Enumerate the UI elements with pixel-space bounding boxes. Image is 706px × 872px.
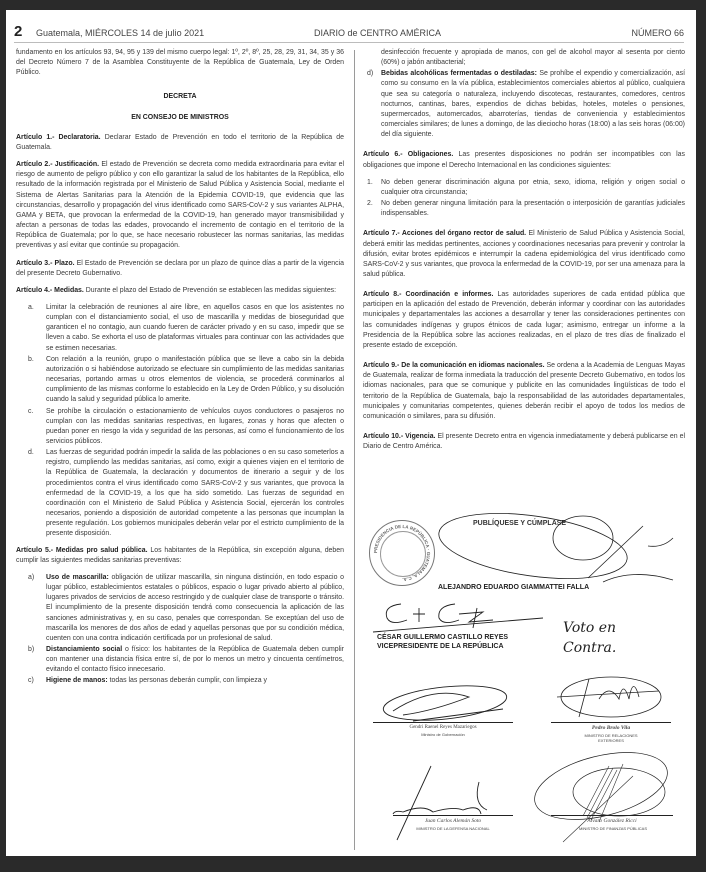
vp-name: CÉSAR GUILLERMO CASTILLO REYES [377,634,509,641]
list-item [367,199,685,219]
article-6-list [363,178,685,220]
minister-2-name: Pedro Brolo Vila [591,725,631,731]
article-2 [16,160,344,251]
list-marker: c) [28,677,34,685]
list-item-text: Se prohíbe el expendio y comercialización, así como su consumo en la vía pública, establecimientos comerciales abiertos al público, cualquiera que sea su categoría o naturaleza, incluyendo discotecas, restaurantes, comedores, centros nocturnos, cantinas, bares, expendios de dichas bebidas, hoteles, moteles o pensiones, supermercados, automercados, abarroterías, tiendas de conveniencia y establecimientos comerciales similares; de lunes a domingo, de las dieciocho horas (18:00) a las seis horas (06:00) del día siguiente. [381,70,685,139]
list-marker: a. [28,303,34,311]
signature-area [363,506,685,856]
article-5-body: Los habitantes de la República, sin excepción alguna, deben cumplir las siguientes medidas sanitarias preventivas: [16,546,344,564]
list-item-text: Con relación a la reunión, grupo o manifestación pública que se lleve a cabo sin la debida autorización o si habiéndose autorizado se efectuare sin cumplimiento de las medidas sanitarias necesarias, portando armas u otros elementos de violencia, se procederá conminarlos al cumplimiento de las mismas conforme lo establecido en la Ley de Orden Público, y su disolución cuando la salud y seguridad pública lo amerite. [46,355,344,404]
article-5-list [16,573,344,687]
article-4-title: Artículo 4.- Medidas. [16,286,84,294]
vp-title: VICEPRESIDENTE DE LA REPÚBLICA [377,643,504,650]
newspaper-page [6,10,696,856]
minister-1-name: Gendri Raenel Reyes Mazariegos [409,725,477,730]
signature-line [551,722,671,723]
svg-text:PRESIDENCIA DE LA REPÚBLICA · [373,524,431,582]
minister-4-name: Álvaro González Ricci [587,818,637,824]
article-3 [16,259,344,279]
list-item [28,676,344,686]
article-6-title: Artículo 6.- Obligaciones. [363,151,454,159]
article-7-title: Artículo 7.- Acciones del órgano rector de salud. [363,230,527,238]
article-4 [16,286,344,296]
list-marker: b. [28,355,34,363]
left-column [16,48,344,693]
minister-defensa-signature-icon [383,764,503,844]
list-item-title: Uso de mascarilla: [46,573,109,581]
vote-against-note: Voto en Contra. [563,620,617,656]
article-1 [16,133,344,153]
article-9 [363,361,685,422]
article-1-body: Declarar Estado de Prevención en todo el territorio de la República de Guatemala. [16,133,344,151]
list-item-text: No deben generar discriminación alguna por etnia, sexo, idioma, religión y origen social o cualquier otra circunstancia; [381,178,685,196]
list-item-text: o físico: los habitantes de la República de Guatemala deben cumplir con mantener una distancia física entre sí, de por lo menos un metro y cincuenta centímetros, evitando el contacto físico innecesario. [46,645,344,674]
list-item-text: Se prohíbe la circulación o estacionamiento de vehículos cuyos conductores o pasajeros no cumplan con las medidas sanitarias respectivas, en lugares, zonas y horas que afecten o puedan poner en riesgo la vida y seguridad de las personas, así como el funcionamiento de los servicios públicos. [46,407,344,445]
article-4-list [16,303,344,540]
item-d-list [363,69,685,140]
right-column [363,48,685,459]
article-7-body: El Ministerio de Salud Pública y Asistencia Social, deberá emitir las medidas pertinentes, acciones y coordinaciones necesarias para prevenir y controlar la difusión, evitar brotes epidémicos e interrumpir la cadena epidemiológica del virus identificado como SARS-CoV-2 y sus variantes, que provoca la enfermedad de la COVID-19, por ser una amenaza para la salud pública. [363,230,685,278]
list-marker: c. [28,407,34,415]
list-marker: 1. [367,178,373,186]
list-marker: d. [28,449,34,457]
list-marker: b) [28,645,35,653]
column-divider [354,50,355,850]
list-item-title: Higiene de manos: [46,677,108,685]
article-8-body: Las autoridades superiores de cada entidad pública que participen en la aplicación del estado de Prevención, deberán informar y coordinar con las autoridades municipales y departamentales las acciones a desarrollar y tener las consideraciones pertinentes con las comunidades indígenas y grupos étnicos de cada lugar; asimismo, entregar un informe a la Presidencia de la República sobre las acciones realizadas, en el plazo de tres días de finalizado el presente estado de excepción. [363,291,685,349]
list-item-title: Bebidas alcohólicas fermentadas o destiladas: [381,70,537,78]
list-item [28,355,344,406]
article-1-title: Artículo 1.- Declaratoria. [16,133,101,141]
list-item-text: todas las personas deberán cumplir, con limpieza y [107,677,267,685]
president-signature-icon [433,508,683,588]
article-5 [16,546,344,566]
list-item [367,178,685,198]
article-10-title: Artículo 10.- Vigencia. [363,433,436,440]
minister-gobernacion-signature-icon [373,681,523,731]
article-3-title: Artículo 3.- Plazo. [16,259,75,267]
presidency-seal [369,520,435,586]
minister-finanzas-signature-icon [523,746,673,846]
minister-3-title: MINISTRO DE LA DEFENSA NACIONAL [416,826,490,831]
article-2-title: Artículo 2.- Justificación. [16,161,100,169]
consejo-heading: EN CONSEJO DE MINISTROS [131,113,229,121]
seal-ring-text [370,521,434,585]
date-line: Guatemala, MIÉRCOLES 14 de julio 2021 [36,28,205,38]
article-5-title: Artículo 5.- Medidas pro salud pública. [16,546,148,554]
intro-paragraph: fundamento en los artículos 93, 94, 95 y 139 del mismo cuerpo legal: 1º, 2º, 8º, 25, 28, 29, 31, 34, 35 y 36 del Decreto Número 7 de la Asamblea Constituyente de la República de Guatemala, Ley de Orden Público. [16,49,344,77]
list-marker: a) [28,573,35,581]
article-6 [363,150,685,170]
list-item [28,645,344,675]
article-3-body: El Estado de Prevención se declara por un plazo de quince días a partir de la vigencia del presente Decreto Gubernativo. [16,259,344,277]
article-4-body: Durante el plazo del Estado de Prevención se establecen las medidas siguientes: [83,286,337,294]
minister-3-name: Juan Carlos Alemán Soto [424,818,482,824]
list-item [28,407,344,448]
list-marker: 2. [367,200,373,208]
list-item-text: obligación de utilizar mascarilla, sin ninguna distinción, en todo espacio o lugar público, establecimientos estatales o públicos, espacio o lugar privado abierto al público, lugares privados de servicios de acceso restringido y de cualquier clase de transporte o tránsito. El incumplimiento de la presente disposición tendrá como consecuencia la aplicación de las sanciones administrativas y, en su caso, penales que correspondan. Se exceptúan del uso de mascarilla los menores de dos años de edad y aquellas personas que por su condición médica, cuenten con una contra indicación certificada por un profesional de salud. [46,573,344,642]
minister-2-title: MINISTRO DE RELACIONES EXTERIORES [584,733,638,743]
page-header [14,20,684,43]
list-item-text: No deben generar ninguna limitación para la presentación o interposición de garantías judiciales indispensables. [381,200,685,218]
list-marker: d) [367,70,374,78]
issue-number: NÚMERO 66 [631,28,684,38]
signature-line [373,722,513,723]
article-8-title: Artículo 8.- Coordinación e informes. [363,291,494,299]
decreta-heading: DECRETA [163,93,197,101]
minister-relaciones-signature-icon [549,669,679,724]
list-item-text: Limitar la celebración de reuniones al aire libre, en aquellos casos en que los asistentes no cumplan con el distanciamiento social, el uso de mascarilla y medidas de bioseguridad que garanticen el no contagio, aun cuando fueren de carácter privado y en su caso, impedir que se lleven a cabo. Se exhorta el uso de plataformas virtuales para continuar con las actividades que se estimen necesarias. [46,303,344,352]
list-item-title: Distanciamiento social [46,645,123,653]
continued-text: desinfección frecuente y apropiada de manos, con gel de alcohol mayor al sesenta por ciento (60%) o jabón antibacterial; [381,49,685,67]
list-item [367,69,685,140]
article-2-body: El estado de Prevención se decreta como medida extraordinaria para evitar el riesgo de aumento de peligro público y con ello garantizar la salud de los habitantes de la República, ello resultado de la información registrada por el Ministerio de Salud Pública y Asistencia Social, mediante el Sistema de Alertas Sanitarias para la Atención de la Epidemia COVID-19, que evidencia que las circunstancias, desarrollo y propagación del virus identificado como SARS-CoV-2 y sus variantes ALPHA, GAMA y BETA, que provocan la enfermedad de la COVID-19, han generado mayor transmisibilidad y afectan a personas de todas las edades, provocando el incremento de contagio en el territorio de la República de Guatemala; por lo que, se hace necesario robustecer las normas sanitarias, las medidas preventivas y así evitar que continúe su propagación. [16,161,345,250]
article-9-body: Se ordena a la Academia de Lenguas Mayas de Guatemala, realizar de forma inmediata la traducción del presente Decreto Gubernativo, en todos los idiomas nacionales, para que se comunique y publicite en las comunidades lingüísticas de todo el territorio de la República de Guatemala, bajo la responsabilidad de las autoridades departamentales, municipales y comunitarias competentes, quienes deberán recibir el apoyo de todos los medios de comunicación o similares, para su difusión. [363,362,686,420]
list-item [28,573,344,644]
article-7 [363,229,685,280]
article-10-body: El presente Decreto entra en vigencia inmediatamente y deberá publicarse en el Diario de Centro América. [363,433,685,451]
minister-1-title: Ministro de Gobernación [421,732,465,737]
article-6-body: Las presentes disposiciones no podrán ser incompatibles con las obligaciones que impone el Derecho Internacional en las condiciones siguientes: [363,151,685,169]
list-item [28,303,344,354]
page-number: 2 [14,23,23,40]
president-name: ALEJANDRO EDUARDO GIAMMATTEI FALLA [438,584,590,591]
article-10 [363,432,685,452]
newspaper-name: DIARIO de CENTRO AMÉRICA [314,28,442,38]
article-8 [363,290,685,351]
publiquese-heading: PUBLÍQUESE Y CÚMPLASE [473,520,567,527]
list-item-text: Las fuerzas de seguridad podrán impedir la salida de las poblaciones o en su caso someterlos a registro, cumpliendo las medidas sanitarias, así como, exigir a quienes viajen en el territorio de la República de Guatemala, la declaración y documentos de itinerario a seguir y de los procedimientos contra el virus identificado como SARS-CoV-2 y sus variantes, que provoca la enfermedad de la COVID-19, a los que ha sido sometido. Las fuerzas de seguridad en coordinación con el Ministerio de Salud Pública y Asistencia Social, ejercerán los controles necesarios, poniendo a disposición de autoridad competente a las personas que incumplan la presente regulación. Los gobiernos municipales deberán velar por el estricto cumplimiento de la presente disposición. [46,449,344,538]
list-item [28,448,344,539]
seal-text: PRESIDENCIA DE LA REPÚBLICA · GUATEMALA, C.A. [372,523,432,583]
minister-4-title: MINISTRO DE FINANZAS PÚBLICAS [578,826,647,831]
signature-line [393,815,513,816]
article-9-title: Artículo 9.- De la comunicación en idiomas nacionales. [363,362,545,370]
vp-signature-icon [373,596,553,636]
signature-line [551,815,673,816]
